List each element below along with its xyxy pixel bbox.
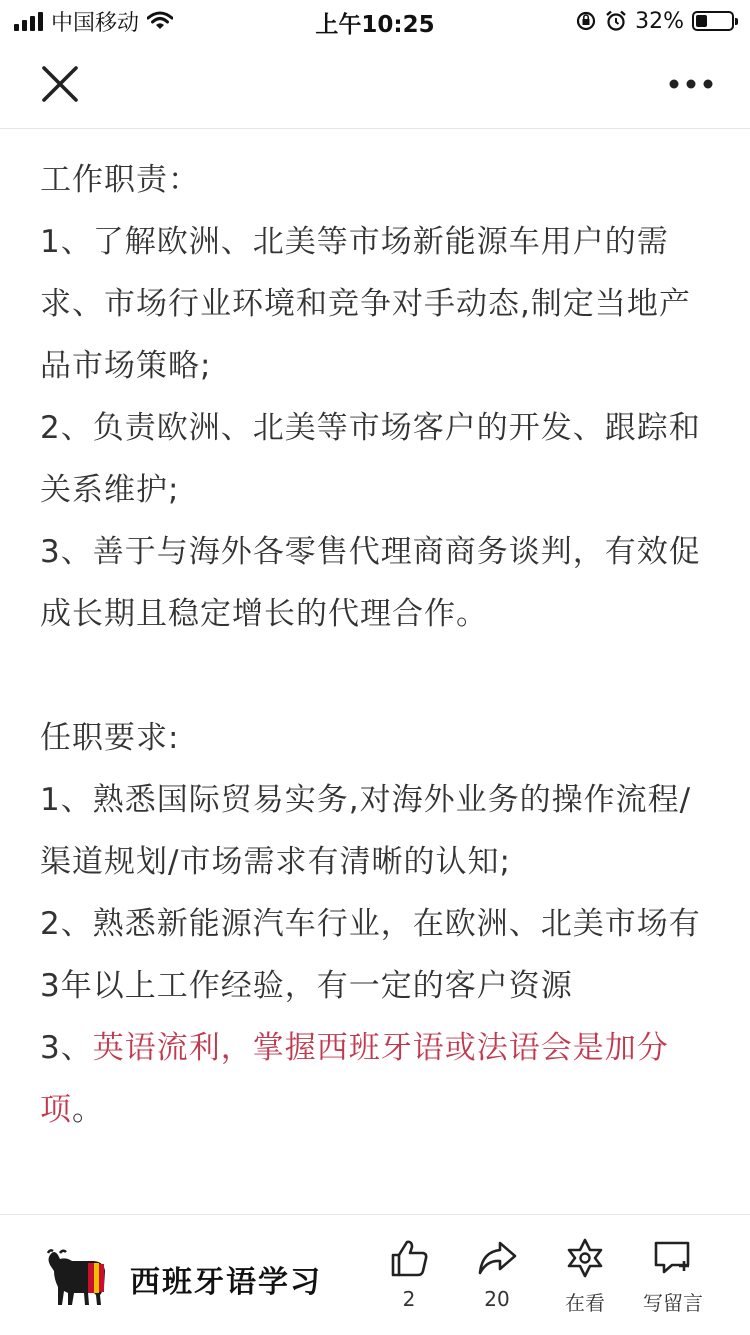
requirement-item-2: 2、熟悉新能源汽车行业，在欧洲、北美市场有3年以上工作经验，有一定的客户资源 [40,906,701,1004]
close-icon [38,62,82,106]
like-count: 2 [402,1287,416,1311]
battery-icon [692,11,734,31]
comment-button[interactable] [638,1237,708,1316]
nav-bar [0,42,750,129]
battery-fill [696,15,707,27]
battery-percent: 32% [635,8,684,34]
rotation-lock-icon [575,10,597,32]
duty-item-1: 1、了解欧洲、北美等市场新能源车用户的需求、市场行业环境和竞争对手动态,制定当地产品市场策略; [40,224,691,384]
carrier-label: 中国移动 [51,10,140,36]
status-time: 上午10:25 [315,12,435,38]
bottom-bar [0,1214,750,1335]
requirement-3-highlight: 英语流利，掌握西班牙语或法语会是加分项 [40,1030,669,1128]
share-button[interactable] [462,1237,532,1311]
close-button[interactable] [38,62,82,106]
like-button[interactable] [374,1237,444,1311]
wow-button[interactable] [550,1237,620,1316]
account-name[interactable]: 西班牙语学习 [130,1265,322,1300]
wow-star-icon [564,1237,606,1279]
paragraph-gap [40,645,720,707]
requirement-item-1: 1、熟悉国际贸易实务,对海外业务的操作流程/渠道规划/市场需求有清晰的认知; [40,782,692,880]
thumbs-up-icon [388,1237,430,1279]
share-count: 20 [484,1287,510,1311]
bull-logo-icon [44,1247,110,1309]
more-button[interactable] [668,72,714,96]
requirement-3-prefix: 3、 [40,1030,93,1066]
comment-label: 写留言 [643,1291,703,1315]
wow-label: 在看 [565,1291,605,1315]
alarm-icon [605,10,627,32]
requirements-title: 任职要求: [40,720,180,756]
duty-item-2: 2、负责欧洲、北美等市场客户的开发、跟踪和关系维护; [40,410,701,508]
status-right [575,6,734,36]
comment-icon [652,1237,694,1279]
share-arrow-icon [476,1237,518,1279]
status-bar [0,0,750,42]
article-content [40,149,720,1141]
duties-title: 工作职责： [40,162,200,198]
more-icon [668,72,714,96]
requirement-item-3 [40,1017,720,1141]
duty-item-3: 3、善于与海外各零售代理商商务谈判，有效促成长期且稳定增长的代理合作。 [40,534,701,632]
requirement-3-suffix: 。 [72,1092,104,1128]
account-logo[interactable] [44,1247,110,1309]
